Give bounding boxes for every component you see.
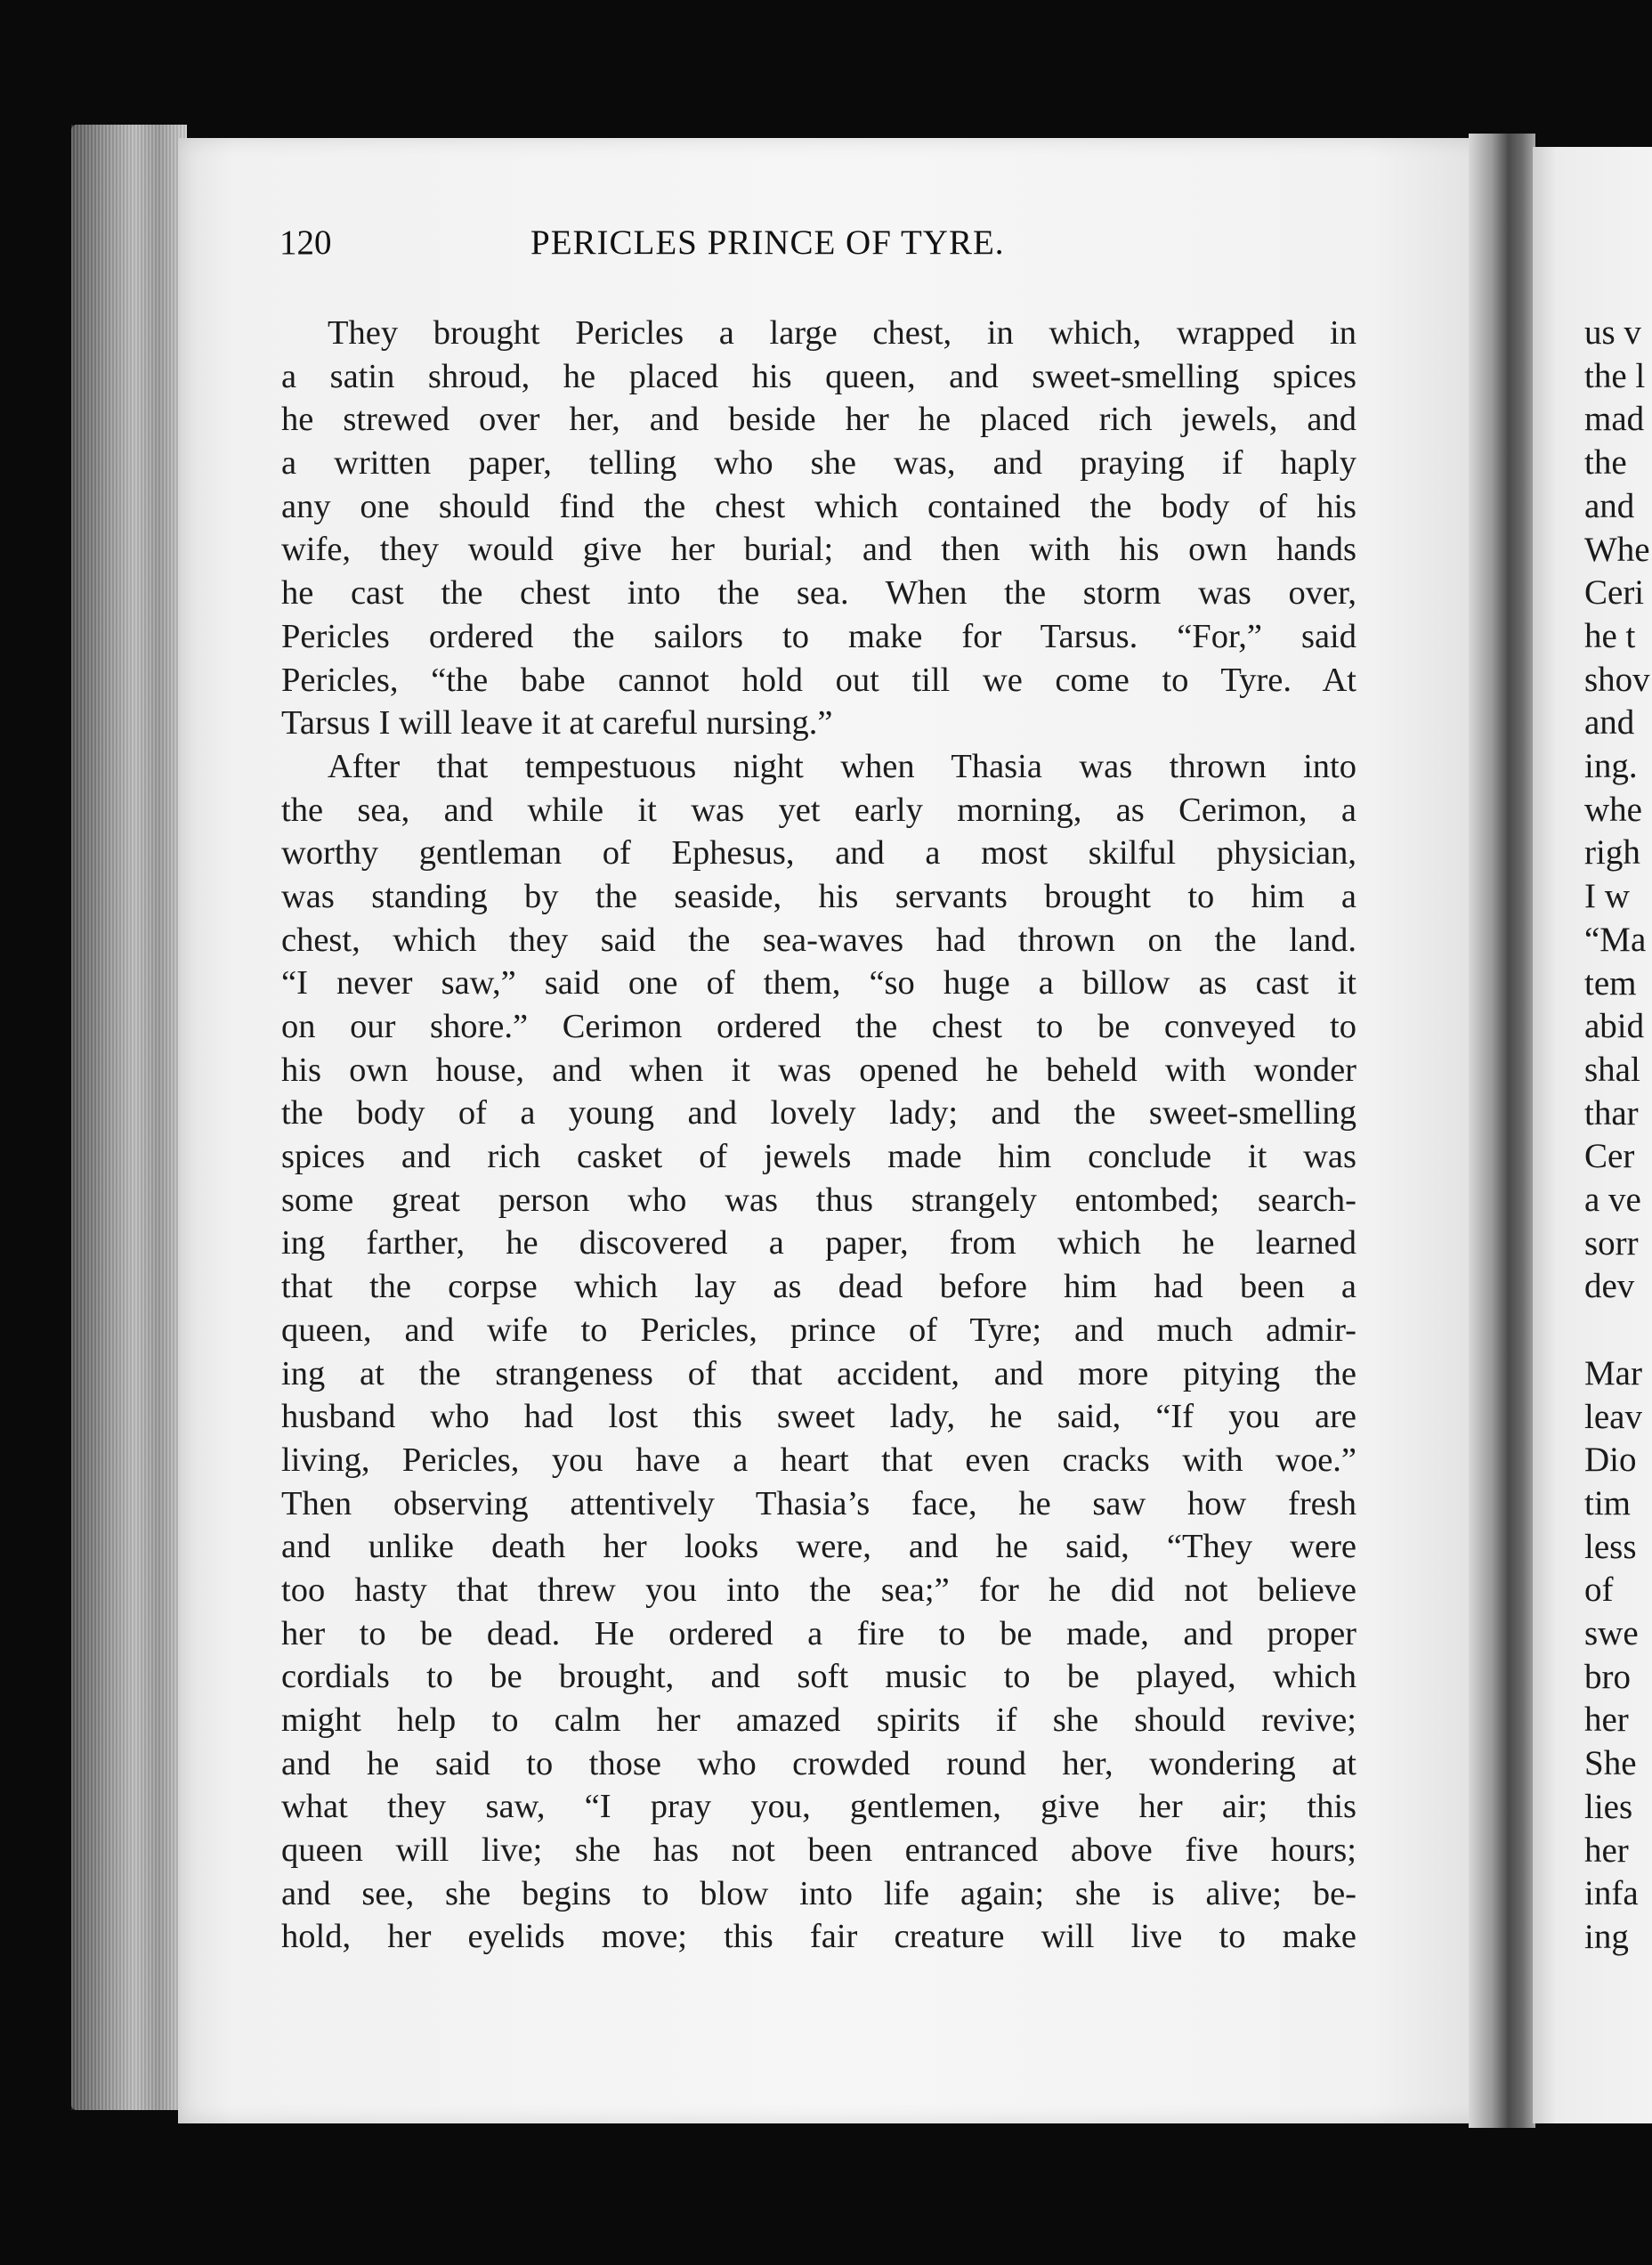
text-line: cordials to be brought, and soft music to be played, which: [281, 1658, 1356, 1696]
text-line: his own house, and when it was opened he beheld with wonder: [281, 1051, 1356, 1089]
page-number: 120: [279, 223, 332, 262]
facing-page-line: us v: [1584, 313, 1641, 352]
text-line: what they saw, “I pray you, gentlemen, give her air; this: [281, 1788, 1356, 1826]
text-line: he strewed over her, and beside her he placed rich jewels, and: [281, 401, 1356, 439]
facing-page-line: I w: [1584, 877, 1630, 916]
facing-page-line: and: [1584, 486, 1635, 525]
text-line: might help to calm her amazed spirits if she should revive;: [281, 1701, 1356, 1739]
facing-page-line: tim: [1584, 1483, 1632, 1522]
text-line: any one should find the chest which contained the body of his: [281, 487, 1356, 525]
text-line: spices and rich casket of jewels made him conclude it was: [281, 1138, 1356, 1176]
facing-page-line: Ceri: [1584, 573, 1645, 613]
body-text: [281, 312, 1356, 1959]
text-line: chest, which they said the sea-waves had thrown on the land.: [281, 921, 1356, 959]
text-line: the sea, and while it was yet early morning, as Cerimon, a: [281, 791, 1356, 829]
text-line: that the corpse which lay as dead before him had been a: [281, 1268, 1356, 1306]
text-line: worthy gentleman of Ephesus, and a most skilful physician,: [281, 834, 1356, 873]
facing-page-line: shal: [1584, 1050, 1640, 1089]
facing-page-line: of: [1584, 1571, 1614, 1610]
text-line: he cast the chest into the sea. When the storm was over,: [281, 574, 1356, 613]
facing-page-line: Dio: [1584, 1441, 1637, 1480]
text-line: and he said to those who crowded round her, wondering at: [281, 1744, 1356, 1782]
text-line: Pericles, “the babe cannot hold out till we come to Tyre. At: [281, 661, 1356, 699]
text-line: the body of a young and lovely lady; and the sweet-smelling: [281, 1094, 1356, 1132]
text-line: on our shore.” Cerimon ordered the chest to be conveyed to: [281, 1008, 1356, 1045]
text-line: and unlike death her looks were, and he said, “They were: [281, 1528, 1356, 1566]
running-head: PERICLES PRINCE OF TYRE.: [530, 223, 1005, 262]
facing-page-line: righ: [1584, 833, 1640, 873]
facing-page-line: Cer: [1584, 1137, 1635, 1176]
facing-page-line: her: [1584, 1701, 1629, 1740]
text-line: “I never saw,” said one of them, “so huge a billow as cast it: [281, 964, 1356, 1003]
text-line: and see, she begins to blow into life again; she is alive; be-: [281, 1874, 1356, 1912]
text-line: a written paper, telling who she was, and praying if haply: [281, 444, 1356, 483]
text-line: After that tempestuous night when Thasia was thrown into: [328, 747, 1356, 785]
facing-page-line: her: [1584, 1831, 1629, 1870]
facing-page-line: abid: [1584, 1007, 1645, 1046]
text-line: queen, and wife to Pericles, prince of Tyre; and much admir-: [281, 1311, 1356, 1349]
facing-page-line: sorr: [1584, 1223, 1639, 1262]
text-line: ing at the strangeness of that accident, and more pitying the: [281, 1354, 1356, 1392]
facing-page-line: “Ma: [1584, 920, 1647, 959]
text-line: her to be dead. He ordered a fire to be made, and proper: [281, 1614, 1356, 1652]
text-line: They brought Pericles a large chest, in which, wrapped in: [328, 314, 1356, 352]
text-line: hold, her eyelids move; this fair creature will live to make: [281, 1918, 1356, 1956]
facing-page-line: the: [1584, 443, 1627, 483]
text-line: ing farther, he discovered a paper, from which he learned: [281, 1224, 1356, 1262]
text-line: some great person who was thus strangely entombed; search-: [281, 1181, 1356, 1219]
facing-page-line: bro: [1584, 1657, 1631, 1696]
facing-page-line: mad: [1584, 400, 1645, 439]
facing-page-line: tem: [1584, 963, 1637, 1003]
text-line: queen will live; she has not been entranced above five hours;: [281, 1831, 1356, 1870]
text-line: Tarsus I will leave it at careful nursing.”: [281, 704, 833, 743]
facing-page: [1533, 147, 1652, 2123]
text-line: too hasty that threw you into the sea;” for he did not believe: [281, 1571, 1356, 1609]
facing-page-line: lies: [1584, 1787, 1633, 1826]
facing-page-line: ing.: [1584, 747, 1638, 785]
facing-page-line: the l: [1584, 356, 1646, 395]
facing-page-line: thar: [1584, 1093, 1639, 1132]
text-line: a satin shroud, he placed his queen, and sweet-smelling spices: [281, 357, 1356, 395]
text-line: Pericles ordered the sailors to make for Tarsus. “For,” said: [281, 617, 1356, 655]
facing-page-line: he t: [1584, 616, 1636, 655]
facing-page-line: dev: [1584, 1267, 1635, 1306]
text-line: husband who had lost this sweet lady, he said, “If you are: [281, 1398, 1356, 1436]
facing-page-line: Mar: [1584, 1353, 1642, 1392]
facing-page-line: less: [1584, 1527, 1637, 1566]
facing-page-line: leav: [1584, 1397, 1642, 1436]
facing-page-line: shov: [1584, 660, 1650, 699]
facing-page-line: She: [1584, 1744, 1637, 1783]
facing-page-line: whe: [1584, 790, 1642, 829]
text-line: wife, they would give her burial; and then with his own hands: [281, 531, 1356, 569]
facing-page-line: swe: [1584, 1614, 1639, 1652]
text-line: living, Pericles, you have a heart that even cracks with woe.”: [281, 1441, 1356, 1479]
facing-page-line: and: [1584, 703, 1635, 743]
book-page-edges: [71, 125, 187, 2110]
facing-page-line: ing: [1584, 1917, 1629, 1956]
facing-page-line: infa: [1584, 1874, 1639, 1913]
facing-page-line: a ve: [1584, 1181, 1641, 1219]
text-line: was standing by the seaside, his servants brought to him a: [281, 877, 1356, 915]
text-line: Then observing attentively Thasia’s face, he saw how fresh: [281, 1484, 1356, 1522]
facing-page-line: Whe: [1584, 530, 1650, 569]
book-gutter: [1469, 134, 1535, 2128]
